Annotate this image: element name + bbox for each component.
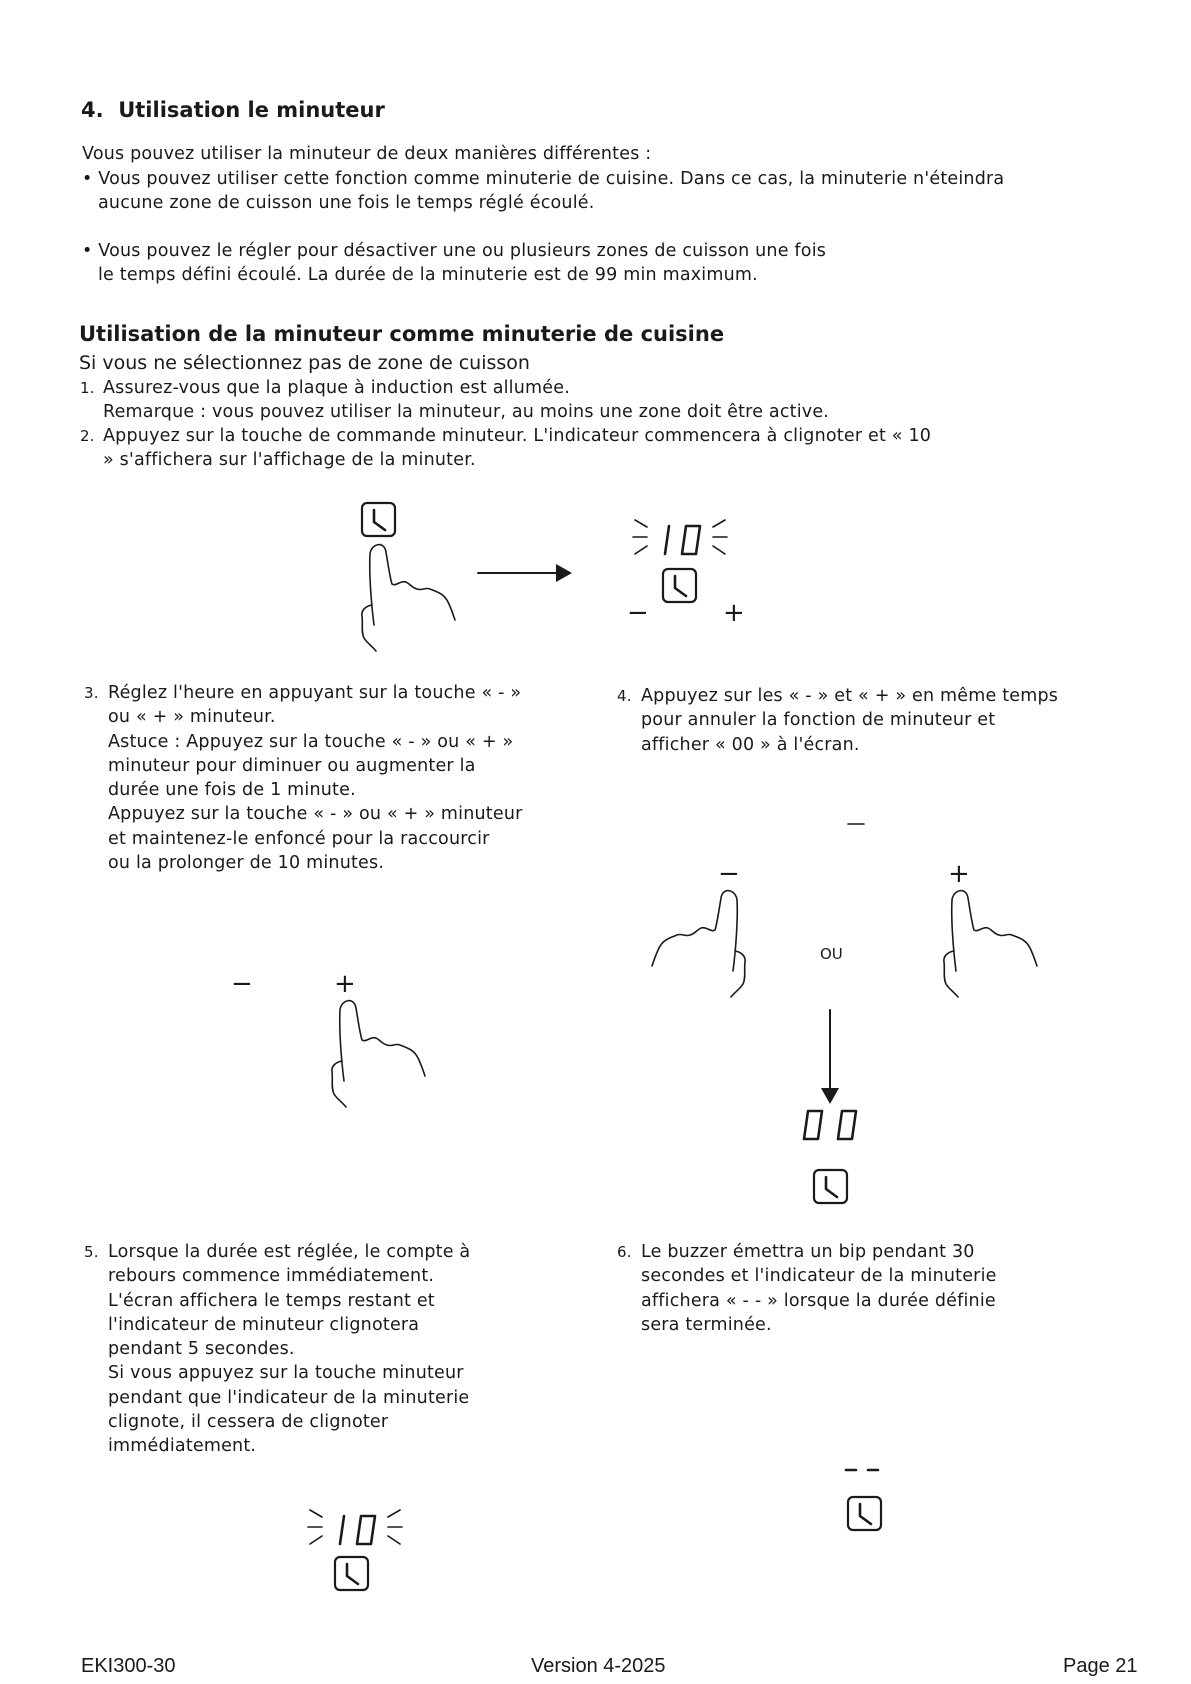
timer-key-press-figure [362,503,745,651]
step-number: 2. [80,427,95,445]
step-line: sera terminée. [641,1314,772,1335]
step-line: minuteur pour diminuer ou augmenter la [108,755,476,776]
hand-icon [944,891,1037,997]
step-line: durée une fois de 1 minute. [108,780,356,801]
bullet-line: le temps défini écoulé. La durée de la minuterie est de 99 min maximum. [98,265,758,286]
bullet-line: Vous pouvez utiliser cette fonction comme minuterie de cuisine. Dans ce cas, la minuterie n'éteindra [98,169,1005,189]
bullet-line: Vous pouvez le régler pour désactiver une ou plusieurs zones de cuisson une fois [98,241,827,261]
minus-key: − [718,859,740,889]
clock-icon [848,1497,881,1530]
step-line: Astuce : Appuyez sur la touche « - » ou « + » [108,731,514,752]
step-line: affichera « - - » lorsque la durée définie [641,1290,996,1311]
arrow-right-icon [478,564,572,582]
step-line: pendant 5 secondes. [108,1339,295,1360]
adjust-time-figure [231,969,425,1107]
step-line: ou la prolonger de 10 minutes. [108,853,385,874]
step-line: pour annuler la fonction de minuteur et [641,710,996,731]
minus-key: − [627,598,649,628]
hand-icon [332,1001,425,1107]
step-line: immédiatement. [108,1436,257,1457]
step-line: pendant que l'indicateur de la minuterie [108,1387,470,1408]
clock-icon [335,1557,368,1590]
hand-icon [652,891,745,997]
step-line: Si vous appuyez sur la touche minuteur [108,1363,464,1384]
countdown-figure [308,1510,402,1590]
step-line: afficher « 00 » à l'écran. [641,734,860,755]
step-line: Assurez-vous que la plaque à induction est allumée. [103,378,570,398]
step-line: L'écran affichera le temps restant et [108,1290,435,1311]
step-number: 1. [80,379,95,397]
blinking-display-icon [308,1510,402,1544]
plus-key: + [334,969,356,999]
hand-icon [362,545,455,651]
section-title: Utilisation le minuteur [118,98,385,122]
step-line: l'indicateur de minuteur clignotera [108,1314,420,1335]
plus-key: + [948,859,970,889]
intro-text: Vous pouvez utiliser la minuteur de deux manières différentes : [82,144,652,164]
blinking-display-icon [633,520,727,554]
step-line: rebours commence immédiatement. [108,1266,435,1287]
step-line: secondes et l'indicateur de la minuterie [641,1266,997,1287]
step-line: Le buzzer émettra un bip pendant 30 [641,1242,975,1262]
step-line: Réglez l'heure en appuyant sur la touche « - » [108,683,522,703]
bullet-line: aucune zone de cuisson une fois le temps réglé écoulé. [98,193,595,214]
clock-icon [663,569,696,602]
footer-page-number: Page 21 [1063,1655,1138,1677]
step-line: et maintenez-le enfoncé pour la raccourcir [108,828,490,849]
display-00-icon [804,1111,856,1139]
section-number: 4. [81,98,104,122]
timer-end-figure [846,1470,881,1530]
subsection-subtitle: Si vous ne sélectionnez pas de zone de cuisson [79,352,530,374]
step-number: 4. [617,687,632,705]
step-number: 5. [84,1243,99,1261]
arrow-down-icon [821,1010,839,1104]
step-line: Lorsque la durée est réglée, le compte à [108,1242,471,1262]
step-line: ou « + » minuteur. [108,707,276,728]
step-line: Appuyez sur la touche de commande minuteur. L'indicateur commencera à clignoter et « 10 [103,426,932,446]
or-label: OU [820,945,843,963]
plus-key: + [723,598,745,628]
step-line: » s'affichera sur l'affichage de la minuter. [103,450,476,471]
step-number: 3. [84,684,99,702]
clock-icon [814,1170,847,1203]
step-line: Appuyez sur les « - » et « + » en même temps [641,686,1059,706]
step-number: 6. [617,1243,632,1261]
footer-model: EKI300-30 [81,1655,176,1677]
clock-icon [362,503,395,536]
footer-version: Version 4-2025 [531,1655,666,1677]
step-line: Remarque : vous pouvez utiliser la minuteur, au moins une zone doit être active. [103,402,830,423]
step-line: clignote, il cessera de clignoter [108,1412,389,1433]
step-line: Appuyez sur la touche « - » ou « + » minuteur [108,804,523,825]
minus-key: − [231,969,253,999]
cancel-timer-figure [652,824,1037,1203]
bullet-symbol: • [82,241,93,261]
subsection-title: Utilisation de la minuteur comme minuterie de cuisine [79,322,725,346]
bullet-symbol: • [82,169,93,189]
